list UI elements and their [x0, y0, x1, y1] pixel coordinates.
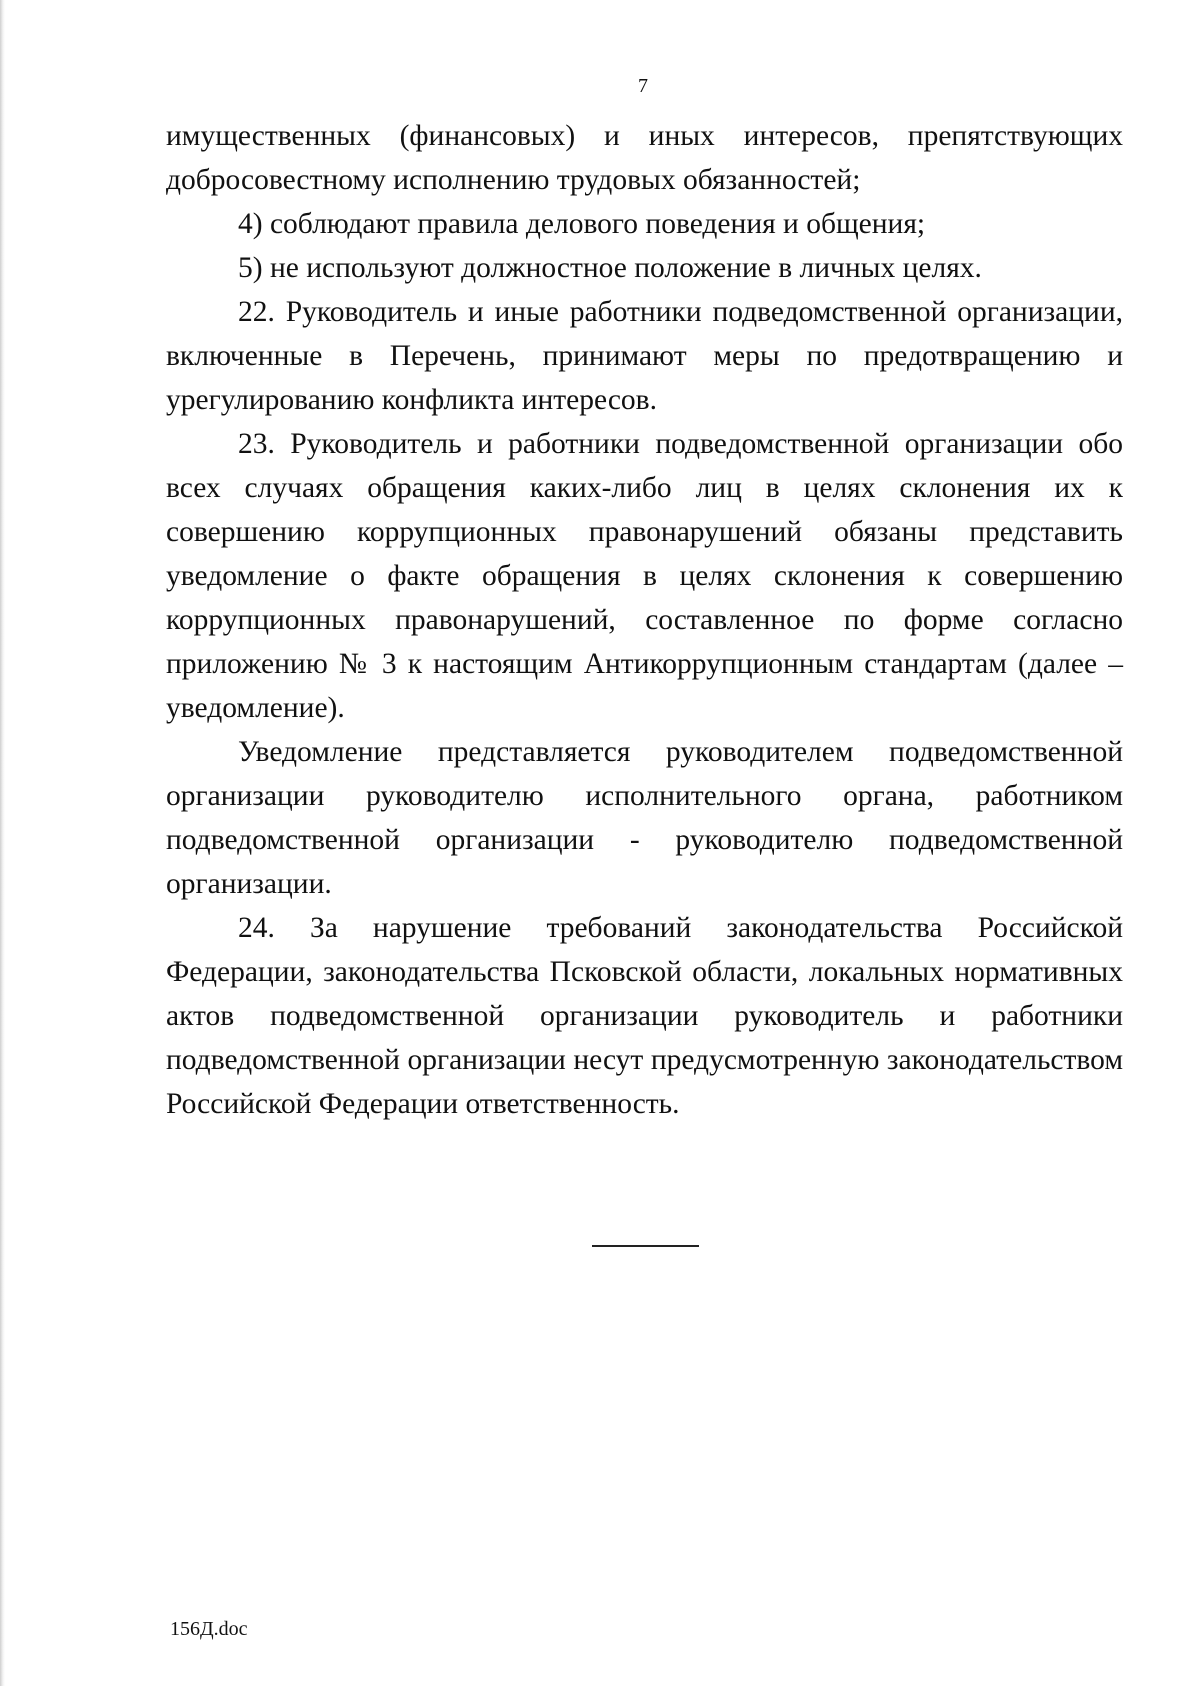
notification-paragraph: Уведомление представляется руководителем подведомственной организации руководителю исполнительного органа, работником подведомственной организации - руководителю подведомственной организации. [166, 736, 1123, 900]
clause-23: 23. Руководитель и работники подведомственной организации обо всех случаях обращения каких-либо лиц в целях склонения их к совершению коррупционных правонарушений обязаны представить уведомление о факте обращения в целях склонения к совершению коррупционных правонарушений, составленное по форме согласно приложению № 3 к настоящим Антикоррупционным стандартам (далее – уведомление). [166, 428, 1123, 724]
list-item-5: 5) не используют должностное положение в личных целях. [238, 252, 982, 284]
paragraph-continuation: имущественных (финансовых) и иных интересов, препятствующих добросовестному исполнению трудовых обязанностей; [166, 120, 1123, 196]
scan-edge [0, 0, 5, 1686]
file-name-footer: 156Д.doc [170, 1618, 248, 1640]
list-item-4: 4) соблюдают правила делового поведения и общения; [238, 208, 926, 240]
page-number: 7 [638, 75, 648, 97]
clause-24: 24. За нарушение требований законодательства Российской Федерации, законодательства Псковской области, локальных нормативных актов подведомственной организации руководитель и работники подведомственной организации несут предусмотренную законодательством Российской Федерации ответственность. [166, 912, 1123, 1120]
document-body [166, 114, 1123, 1126]
end-of-text-divider [592, 1245, 699, 1247]
clause-22: 22. Руководитель и иные работники подведомственной организации, включенные в Перечень, принимают меры по предотвращению и урегулированию конфликта интересов. [166, 296, 1123, 416]
